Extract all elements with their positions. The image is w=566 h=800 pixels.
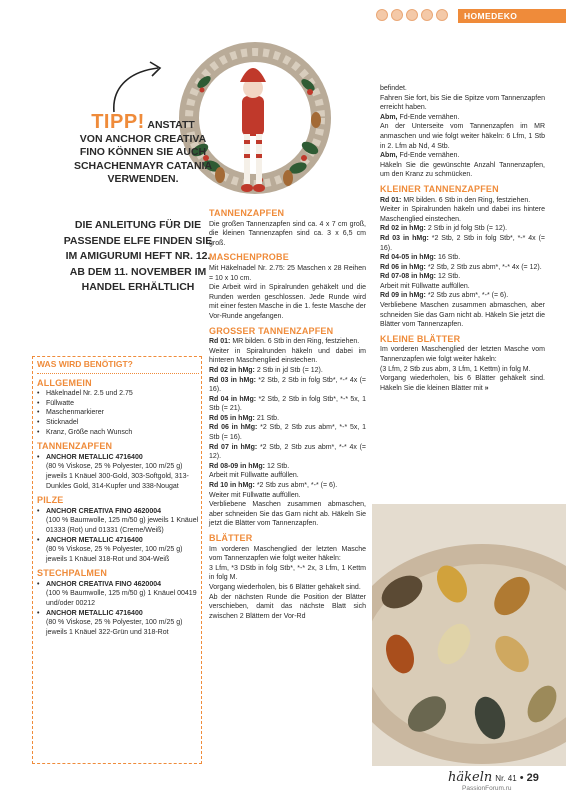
page-footer <box>448 770 539 785</box>
round-label: Rd 05 in hMg: <box>209 414 255 422</box>
round-line <box>209 366 366 376</box>
round-label: Rd 02 in hMg: <box>209 366 255 374</box>
footer-bullet: • <box>519 772 524 784</box>
round-text: *2 Stb zus abm*, *-* (= 6). <box>254 482 338 490</box>
paragraph: Im vorderen Maschenglied der letzten Masche vom Tannenzapfen wie folgt weiter häkeln: <box>209 545 366 563</box>
paragraph: Verbliebene Maschen zusammen abmaschen, aber schneiden Sie das Garn nicht ab. Häkeln Sie jetzt die Blätter vom Tannenzapfen. <box>380 302 545 329</box>
paragraph: Die Arbeit wird in Spiralrunden gehäkelt und die Runden werden geschlossen. Jede Runde wird mit einer festen Masche in die 1. feste Masche der Vor-Runde angefangen. <box>209 284 366 320</box>
materials-title: WAS WIRD BENÖTIGT? <box>37 360 199 374</box>
round-label: Rd 03 in hMg: <box>209 376 256 384</box>
heading-stechpalmen: STECHPALMEN <box>37 568 108 579</box>
section-dots <box>376 9 448 21</box>
round-text: *2 Stb, 2 Stb in folg Stb*, *-* 5x, 1 Stb (= 21). <box>209 395 366 413</box>
round-line <box>209 423 366 442</box>
heading-tannenzapfen: TANNENZAPFEN <box>209 208 285 218</box>
continue-icon: » <box>484 384 489 392</box>
heading-pilze: PILZE <box>37 495 64 506</box>
paragraph-text: Vorgang wiederholen, bis 6 Blätter gehäkelt sind. Häkeln Sie die kleinen Blätter mit <box>380 375 545 392</box>
round-text: *2 Stb, 2 Stb zus abm*, *-* 5x, 1 Stb (= 16). <box>209 424 366 442</box>
list-item-desc: (100 % Baumwolle, 125 m/50 g) jeweils 1 Knäuel 01333 (Rot) und 01331 (Creme/Weiß) <box>46 517 199 534</box>
paragraph: Vorgang wiederholen, bis 6 Blätter gehäkelt sind. <box>209 583 361 591</box>
list-item-desc: (80 % Viskose, 25 % Polyester, 100 m/25 g) jeweils 1 Knäuel 300-Gold, 303-Softgold, 313-Dunkles Gold, 314-Kupfer und 338-Nougat <box>46 463 189 490</box>
round-line <box>380 224 545 234</box>
tipp-label: TIPP! <box>91 111 145 133</box>
round-line <box>209 395 366 414</box>
note-line: DIE ANLEITUNG FÜR DIE <box>74 219 202 231</box>
round-text: *2 Stb, 2 Stb zus abm*, *-* 4x (= 12). <box>209 443 366 461</box>
round-label: Rd 10 in hMg: <box>209 482 255 490</box>
round-text: 21 Stb. <box>254 414 280 422</box>
note-line: PASSENDE ELFE FINDEN SIE <box>63 234 213 247</box>
list-item: • Sticknadel <box>37 418 199 428</box>
round-line <box>209 337 366 347</box>
paragraph: Verbliebene Maschen zusammen abmaschen, aber schneiden Sie das Garn nicht ab. Häkeln Sie jetzt die Blätter vom Tannenzapfen. <box>209 501 366 528</box>
section-header: HOMEDEKO <box>458 9 566 23</box>
issue-number: Nr. 41 <box>495 774 517 783</box>
tipp-line: FINO KÖNNEN SIE AUCH <box>79 146 207 159</box>
tipp-line: SCHACHENMAYR CATANIA <box>73 159 213 172</box>
paragraph: befindet. <box>380 85 407 92</box>
paragraph: Die großen Tannenzapfen sind ca. 4 x 7 cm groß, die kleinen Tannenzapfen sind ca. 3 x 6,5 cm groß. <box>209 220 366 247</box>
round-line <box>380 113 545 123</box>
paragraph: Fahren Sie fort, bis Sie die Spitze vom Tannenzapfen erreicht haben. <box>380 94 545 112</box>
paragraph: 3 Lfm, *3 DStb in folg Stb*, *-* 2x, 3 Lfm, 1 Kettm in folg M. <box>209 564 366 582</box>
round-line <box>380 263 545 273</box>
heading-kleine-blaetter: KLEINE BLÄTTER <box>380 333 461 344</box>
paragraph: Ab der nächsten Runde die Position der Blätter verschieben, damit das nächste Blatt sich zwischen 2 Blättern der Vor-Rd <box>209 593 366 620</box>
round-line <box>209 443 366 462</box>
round-text: 12 Stb. <box>265 462 290 470</box>
round-text: Fd-Ende vernähen. <box>397 152 460 160</box>
round-text: MR bilden. 6 Stb in den Ring, festziehen. <box>401 196 531 204</box>
list-item-desc: (100 % Baumwolle, 125 m/50 g) 1 Knäuel 00419 und/oder 00212 <box>46 590 197 608</box>
round-label: Rd 04-05 in hMg: <box>380 254 437 262</box>
round-label: Rd 04 in hMg: <box>209 395 257 403</box>
tipp-line: VON ANCHOR CREATIVA <box>79 132 207 145</box>
paragraph: Arbeit mit Füllwatte auffüllen. <box>209 472 299 480</box>
round-line <box>380 253 545 263</box>
list-item-desc: (80 % Viskose, 25 % Polyester, 100 m/25 g) jeweils 1 Knäuel 322-Grün und 318-Rot <box>46 619 183 636</box>
paragraph: (3 Lfm, 2 Stb zus abm, 3 Lfm, 1 Kettm) in folg M. <box>380 365 531 373</box>
round-label: Rd 06 in hMg: <box>209 424 258 432</box>
elf-reference-note <box>38 218 238 296</box>
watermark: PassionForum.ru <box>462 785 512 792</box>
round-text: *2 Stb, 2 Stb in folg Stb*, *-* 4x (= 16). <box>380 234 546 252</box>
paragraph: Weiter in Spiralrunden häkeln und dabei ins hintere Maschenglied einstechen. <box>380 206 545 223</box>
round-label: Abm, <box>380 152 398 160</box>
round-text: 16 Stb. <box>436 254 461 262</box>
note-line: HANDEL ERHÄLTLICH <box>81 281 195 294</box>
tipp-line: VERWENDEN. <box>107 173 179 186</box>
round-line <box>209 414 366 424</box>
round-label: Rd 02 in hMg: <box>380 225 426 233</box>
round-label: Rd 07-08 in hMg: <box>380 273 437 281</box>
list-item: • ANCHOR METALLIC 4716400 <box>37 609 199 619</box>
list-item: • Füllwatte <box>37 399 199 409</box>
paragraph: Im vorderen Maschenglied der letzten Masche vom Tannenzapfen wie folgt weiter häkeln: <box>380 346 545 364</box>
round-text: 2 Stb in jd Stb (= 12). <box>254 366 323 374</box>
round-label: Rd 06 in hMg: <box>380 263 426 271</box>
paragraph: Arbeit mit Füllwatte auffüllen. <box>380 282 470 290</box>
paragraph: Weiter in Spiralrunden häkeln und dabei im hinteren Maschenglied einstechen. <box>209 347 366 365</box>
instructions-column-3 <box>380 84 545 393</box>
magazine-logo: häkeln <box>448 770 493 785</box>
paragraph: Weiter mit Füllwatte auffüllen. <box>209 491 301 499</box>
round-line <box>380 291 545 301</box>
round-text: 2 Stb in jd folg Stb (= 12). <box>425 225 508 233</box>
page-number: 29 <box>526 772 539 784</box>
round-line <box>380 196 545 206</box>
round-label: Rd 09 in hMg: <box>380 292 426 300</box>
list-item-desc: (80 % Viskose, 25 % Polyester, 100 m/25 g) jeweils 1 Knäuel 318-Rot und 304-Weiß <box>46 546 183 563</box>
round-label: Rd 07 in hMg: <box>209 443 258 451</box>
round-label: Rd 01: <box>380 196 402 204</box>
round-line <box>209 376 366 395</box>
dot-icon <box>406 9 418 21</box>
dot-icon <box>421 9 433 21</box>
materials-list <box>37 360 199 637</box>
instructions-column-2 <box>209 204 366 621</box>
dot-icon <box>376 9 388 21</box>
round-label: Rd 01: <box>209 338 231 346</box>
heading-grosser-tannenzapfen: GROSSER TANNENZAPFEN <box>209 325 334 336</box>
round-line <box>380 272 545 282</box>
dot-icon <box>391 9 403 21</box>
tipp-note <box>68 111 218 187</box>
arrow-icon <box>108 60 166 116</box>
round-line <box>209 462 366 472</box>
note-line: IM AMIGURUMI HEFT NR. 12. <box>65 250 211 263</box>
pinecones-photo <box>372 504 566 766</box>
round-label: Abm, <box>380 113 398 121</box>
round-text: *2 Stb, 2 Stb in folg Stb*, *-* 4x (= 16). <box>209 376 366 394</box>
heading-tannenzapfen: TANNENZAPFEN <box>37 441 113 452</box>
dot-icon <box>436 9 448 21</box>
list-item: • Häkelnadel Nr. 2.5 und 2.75 <box>37 389 199 399</box>
paragraph: An der Unterseite vom Tannenzapfen im MR anmaschen und wie folgt weiter häkeln: 6 Lfm, 1 Stb in 2. Lfm ab Nd, 4 Stb. <box>380 123 545 150</box>
paragraph: Häkeln Sie die gewünschte Anzahl Tannenzapfen, um den Kranz zu schmücken. <box>380 161 545 179</box>
paragraph: Mit Häkelnadel Nr. 2.75: 25 Maschen x 28 Reihen = 10 x 10 cm. <box>209 264 366 282</box>
list-item: • ANCHOR METALLIC 4716400 <box>37 536 199 546</box>
round-line <box>380 151 545 161</box>
heading-blaetter: BLÄTTER <box>209 533 253 543</box>
list-item: • Maschenmarkierer <box>37 408 199 418</box>
round-text: 12 Stb. <box>436 273 461 281</box>
tipp-line: ANSTATT <box>147 119 195 131</box>
round-text: *2 Stb zus abm*, *-* (= 6). <box>425 292 509 300</box>
paragraph <box>380 374 545 393</box>
note-line: AB DEM 11. NOVEMBER IM <box>69 265 207 278</box>
heading-maschenprobe: MASCHENPROBE <box>209 252 289 263</box>
round-text: Fd-Ende vernähen. <box>397 113 460 121</box>
round-label: Rd 08-09 in hMg: <box>209 462 266 470</box>
heading-allgemein: ALLGEMEIN <box>37 377 92 388</box>
list-item: • ANCHOR CREATIVA FINO 4620004 <box>37 507 199 517</box>
round-text: *2 Stb, 2 Stb zus abm*, *-* 4x (= 12). <box>425 263 542 271</box>
round-line <box>380 234 545 253</box>
round-label: Rd 03 in hMg: <box>380 234 429 242</box>
round-line <box>209 481 366 491</box>
round-text: MR bilden. 6 Stb in den Ring, festziehen. <box>230 338 360 346</box>
list-item: • Kranz, Größe nach Wunsch <box>37 428 199 438</box>
list-item: • ANCHOR METALLIC 4716400 <box>37 453 199 463</box>
list-item: • ANCHOR CREATIVA FINO 4620004 <box>37 580 199 590</box>
heading-kleiner-tannenzapfen: KLEINER TANNENZAPFEN <box>380 183 499 194</box>
